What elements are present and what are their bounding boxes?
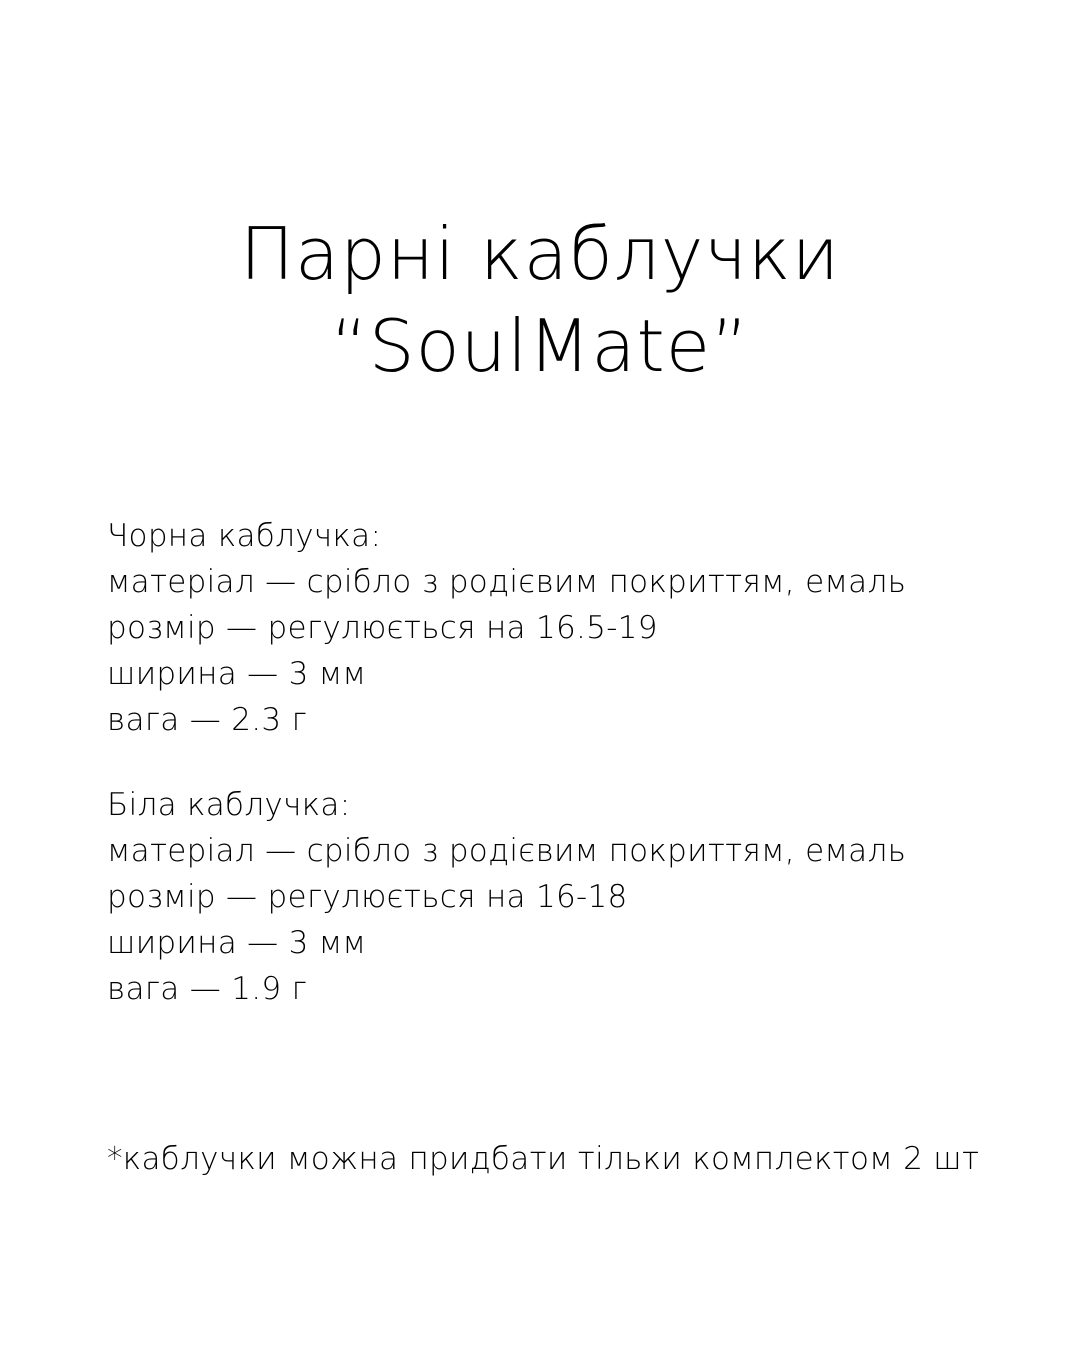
black-ring-size: розмір — регулюється на 16.5-19 xyxy=(107,610,658,646)
black-ring-material: матеріал — срібло з родієвим покриттям, емаль xyxy=(107,564,907,600)
page-title xyxy=(0,208,1080,392)
white-ring-material: матеріал — срібло з родієвим покриттям, емаль xyxy=(107,833,907,869)
white-ring-heading: Біла каблучка: xyxy=(107,787,351,823)
black-ring-weight: вага — 2.3 г xyxy=(107,702,308,738)
white-ring-weight: вага — 1.9 г xyxy=(107,971,308,1007)
title-line-1: Парні каблучки xyxy=(239,212,841,296)
white-ring-width: ширина — 3 мм xyxy=(107,925,367,961)
black-ring-width: ширина — 3 мм xyxy=(107,656,367,692)
black-ring-specs xyxy=(107,513,1007,743)
title-line-2: “SoulMate” xyxy=(330,304,750,388)
white-ring-size: розмір — регулюється на 16-18 xyxy=(107,879,628,915)
black-ring-heading: Чорна каблучка: xyxy=(107,518,382,554)
footnote: *каблучки можна придбати тільки комплектом 2 шт xyxy=(107,1141,980,1177)
white-ring-specs xyxy=(107,782,1007,1012)
